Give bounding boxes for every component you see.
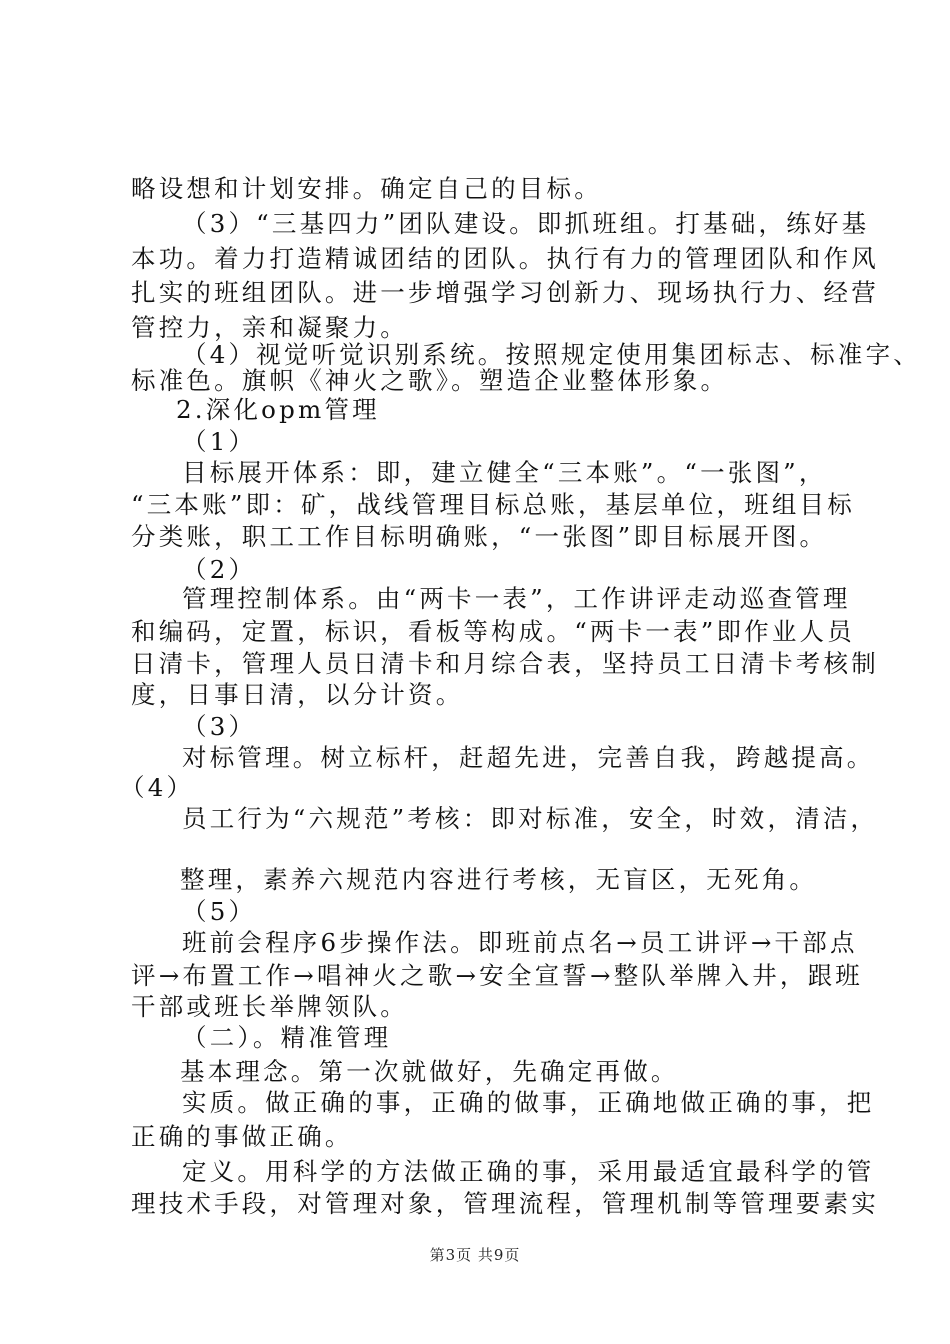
text-line: 正确的事做正确。: [131, 1122, 353, 1151]
text-line: 略设想和计划安排。确定自己的目标。: [131, 174, 602, 203]
text-line: 管理控制体系。由“两卡一表”，工作讲评走动巡查管理: [182, 584, 851, 613]
text-line: 基本理念。第一次就做好，先确定再做。: [180, 1057, 679, 1086]
section-heading: 2.深化opm管理: [176, 395, 380, 424]
text-line: 管控力，亲和凝聚力。: [131, 313, 408, 342]
text-line: 对标管理。树立标杆，赶超先进，完善自我，跨越提高。: [182, 743, 875, 772]
text-line: （5）: [182, 897, 257, 926]
text-line: 度，日事日清，以分计资。: [131, 680, 464, 709]
text-line: 整理，素养六规范内容进行考核，无盲区，无死角。: [180, 865, 818, 894]
text-line: 班前会程序6步操作法。即班前点名→员工讲评→干部点: [182, 928, 858, 957]
section-heading: （二）。精准管理: [182, 1023, 392, 1052]
text-line: （3）“三基四力”团队建设。即抓班组。打基础，练好基: [182, 209, 870, 238]
text-line: （4）: [120, 773, 195, 802]
text-line: 扎实的班组团队。进一步增强学习创新力、现场执行力、经营: [131, 278, 879, 307]
text-line: （1）: [182, 427, 257, 456]
text-line: 评→布置工作→唱神火之歌→安全宣誓→整队举牌入井，跟班: [131, 961, 864, 990]
text-line: （3）: [182, 712, 257, 741]
text-line: 标准色。旗帜《神火之歌》。塑造企业整体形象。: [131, 366, 729, 395]
text-line: 实质。做正确的事，正确的做事，正确地做正确的事，把: [182, 1088, 875, 1117]
text-line: 理技术手段，对管理对象，管理流程，管理机制等管理要素实: [131, 1189, 879, 1218]
text-line: 目标展开体系：即，建立健全“三本账”。“一张图”，: [182, 458, 827, 487]
page-footer: 第3页 共9页: [429, 1246, 521, 1264]
text-line: “三本账”即：矿，战线管理目标总账，基层单位，班组目标: [131, 490, 855, 519]
text-line: （4）视觉听觉识别系统。按照规定使用集团标志、标准字、: [182, 340, 921, 369]
text-line: 本功。着力打造精诚团结的团队。执行有力的管理团队和作风: [131, 244, 879, 273]
text-line: 分类账，职工工作目标明确账，“一张图”即目标展开图。: [131, 522, 828, 551]
text-line: 定义。用科学的方法做正确的事，采用最适宜最科学的管: [182, 1157, 875, 1186]
text-line: 日清卡，管理人员日清卡和月综合表，坚持员工日清卡考核制: [131, 649, 879, 678]
text-line: 干部或班长举牌领队。: [131, 992, 408, 1021]
text-line: （2）: [182, 555, 257, 584]
text-line: 和编码，定置，标识，看板等构成。“两卡一表”即作业人员: [131, 617, 855, 646]
text-line: 员工行为“六规范”考核：即对标准，安全，时效，清洁，: [182, 804, 879, 833]
